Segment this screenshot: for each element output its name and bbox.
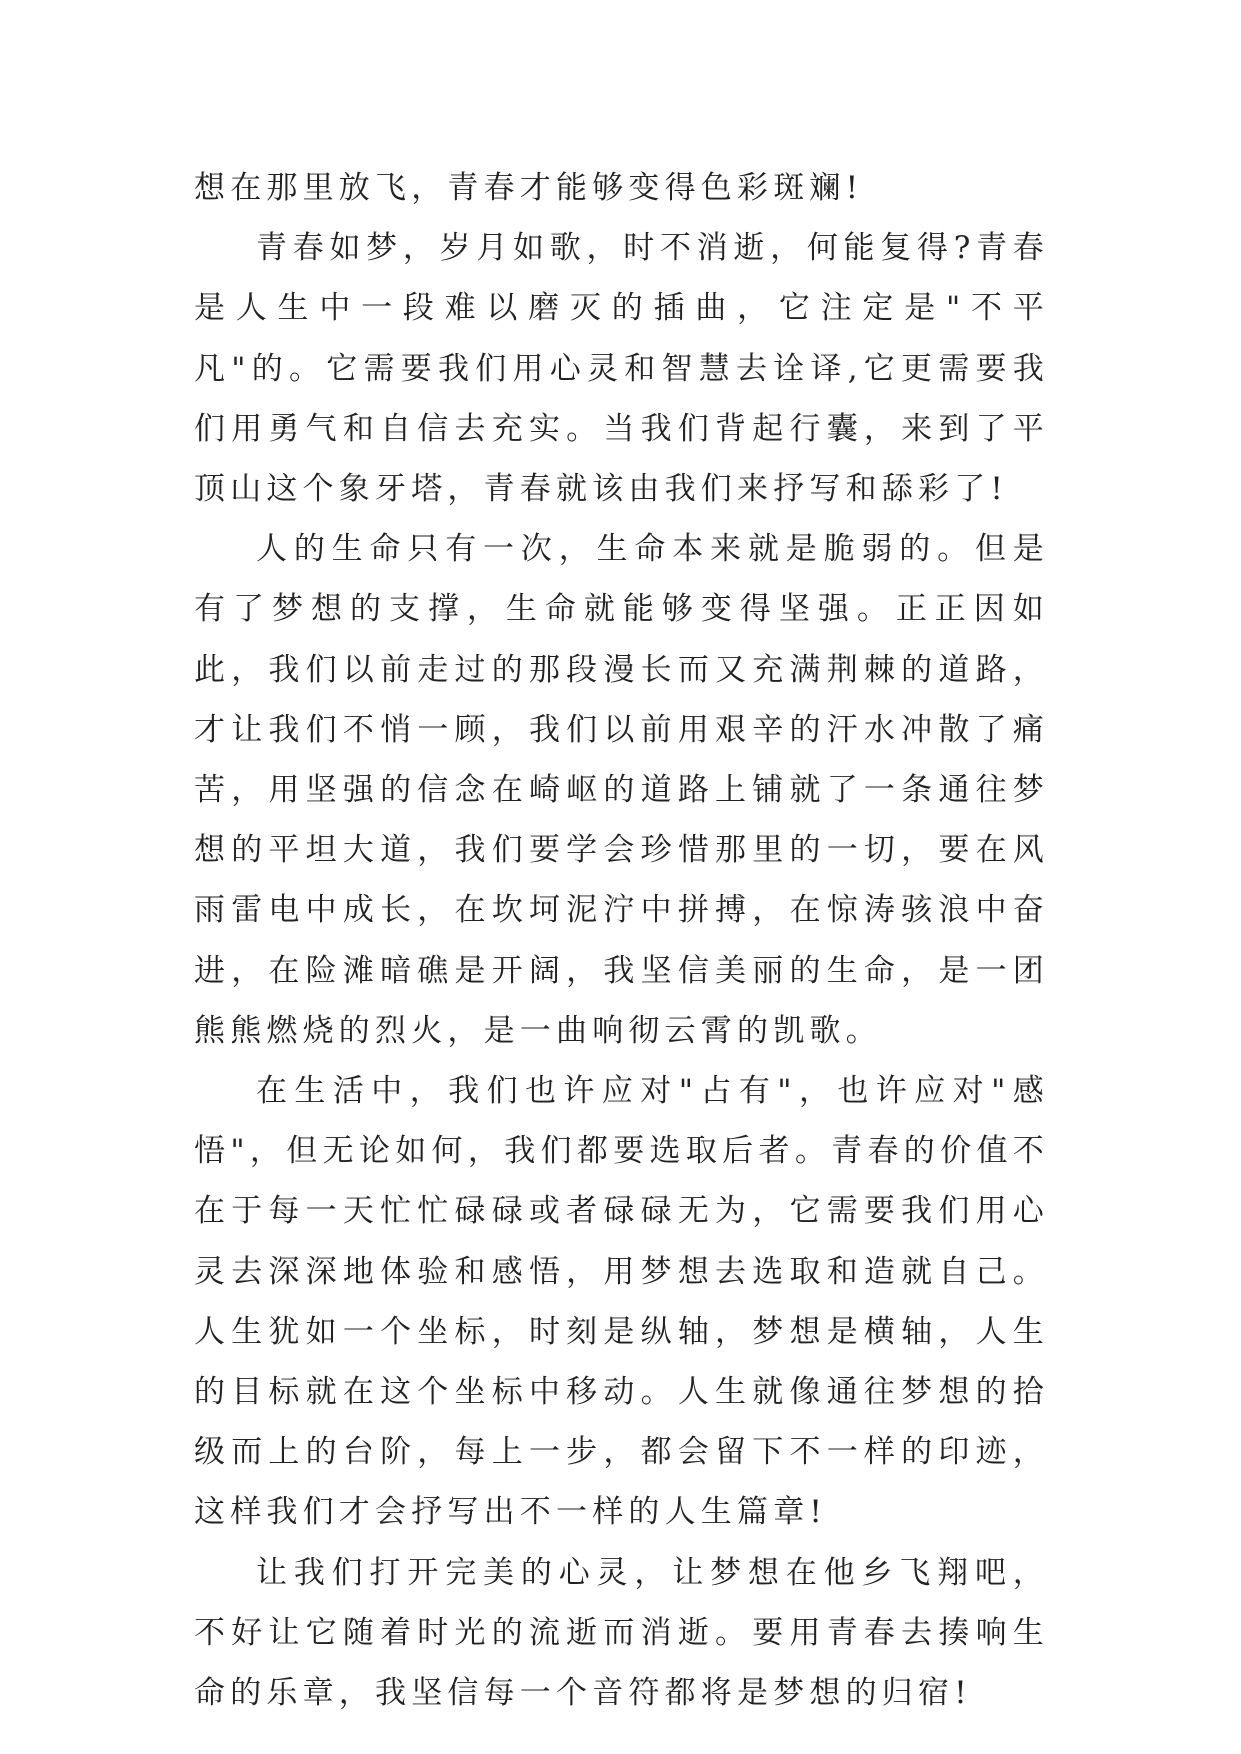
paragraph-in-life: 在生活中，我们也许应对"占有"，也许应对"感悟"，但无论如何，我们都要选取后者。青春的价值不在于每一天忙忙碌碌或者碌碌无为，它需要我们用心灵去深深地体验和感悟，用梦想去选取和造就自己。人生犹如一个坐标，时刻是纵轴，梦想是横轴，人生的目标就在这个坐标中移动。人生就像通往梦想的拾级而上的台阶，每上一步，都会留下不一样的印迹，这样我们才会抒写出不一样的人生篇章! bbox=[194, 1073, 1049, 1531]
paragraph-life-only-once: 人的生命只有一次，生命本来就是脆弱的。但是有了梦想的支撑，生命就能够变得坚强。正正因如此，我们以前走过的那段漫长而又充满荆棘的道路，才让我们不悄一顾，我们以前用艰辛的汗水冲散了痛苦，用坚强的信念在崎岖的道路上铺就了一条通往梦想的平坦大道，我们要学会珍惜那里的一切，要在风雨雷电中成长，在坎坷泥泞中拼搏，在惊涛骇浪中奋进，在险滩暗礁是开阔，我坚信美丽的生命，是一团熊熊燃烧的烈火，是一曲响彻云霄的凯歌。 bbox=[194, 531, 1049, 1049]
paragraph-youth-like-dream: 青春如梦，岁月如歌，时不消逝，何能复得?青春是人生中一段难以磨灭的插曲，它注定是"不平凡"的。它需要我们用心灵和智慧去诠译,它更需要我们用勇气和自信去充实。当我们背起行囊，来到了平顶山这个象牙塔，青春就该由我们来抒写和舔彩了! bbox=[194, 230, 1049, 508]
paragraph-open-heart: 让我们打开完美的心灵，让梦想在他乡飞翔吧，不好让它随着时光的流逝而消逝。要用青春去揍响生命的乐章，我坚信每一个音符都将是梦想的归宿! bbox=[194, 1554, 1049, 1712]
document-body bbox=[194, 158, 1049, 1723]
paragraph-continuation: 想在那里放飞，青春才能够变得色彩斑斓! bbox=[194, 170, 864, 206]
